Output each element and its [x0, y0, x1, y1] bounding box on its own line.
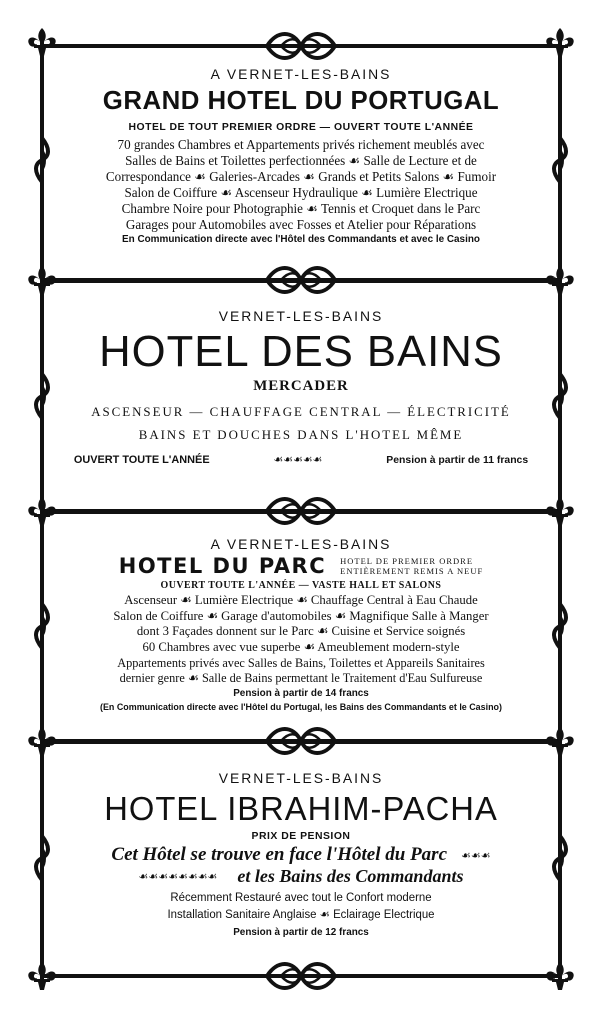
communication-note: (En Communication directe avec l'Hôtel du Portugal, les Bains des Commandants et le Casino) [99, 702, 502, 713]
italic-row-2 [52, 866, 550, 887]
amenity-line: Garages pour Automobiles avec Fosses et Atelier pour Réparations [125, 217, 477, 233]
italic-row-1 [52, 844, 550, 866]
location-note: et les Bains des Commandants [237, 866, 464, 887]
ornament-row: ☙☙☙☙☙☙☙☙ [138, 870, 218, 884]
location-label: A VERNET-LES-BAINS [210, 536, 392, 552]
ornament-row: ☙☙☙☙☙ [273, 453, 323, 467]
title-row [52, 554, 550, 578]
amenity-line: dont 3 Façades donnent sur le Parc ☙ Cuisine et Service soignés [136, 624, 466, 639]
rank-line: ENTIÈREMENT REMIS A NEUF [340, 566, 484, 577]
location-label: A VERNET-LES-BAINS [210, 66, 392, 82]
amenity-line: Salles de Bains et Toilettes perfectionnées ☙ Salle de Lecture et de [125, 152, 477, 168]
ornament-row: ☙☙☙ [461, 848, 491, 862]
amenity-line: Salon de Coiffure ☙ Ascenseur Hydraulique ☙ Lumière Electrique [124, 184, 478, 200]
hotel-title: HOTEL IBRAHIM-PACHA [104, 790, 498, 828]
pension-price: Pension à partir de 11 francs [386, 453, 529, 466]
amenity-line: 70 grandes Chambres et Appartements privés richement meublés avec [117, 136, 485, 152]
amenity-line: Appartements privés avec Salles de Bains, Toilettes et Appareils Sanitaires [117, 655, 485, 670]
hotel-subtitle: OUVERT TOUTE L'ANNÉE — VASTE HALL ET SALONS [160, 580, 442, 592]
open-pension-row [54, 453, 548, 466]
communication-note: En Communication directe avec l'Hôtel des Commandants et avec le Casino [122, 234, 480, 246]
amenity-line: Salon de Coiffure ☙ Garage d'automobiles ☙ Magnifique Salle à Manger [113, 608, 489, 623]
fleur-de-lis-icon [546, 28, 573, 56]
amenity-line: Ascenseur ☙ Lumière Electrique ☙ Chauffage Central à Eau Chaude [124, 593, 478, 608]
divider-1 [40, 268, 562, 292]
amenity-line: ASCENSEUR — CHAUFFAGE CENTRAL — ÉLECTRICITÉ [91, 403, 511, 419]
amenity-line: 60 Chambres avec vue superbe ☙ Ameublement modern-style [142, 640, 460, 655]
fleur-de-lis-icon [546, 497, 573, 525]
fleur-de-lis-icon [28, 28, 55, 56]
amenity-line: Correspondance ☙ Galeries-Arcades ☙ Grands et Petits Salons ☙ Fumoir [105, 168, 497, 184]
hotel-subtitle: PRIX DE PENSION [251, 830, 351, 843]
rank-line: HOTEL DE PREMIER ORDRE [340, 555, 474, 566]
amenity-line: BAINS ET DOUCHES DANS L'HOTEL MÊME [138, 427, 464, 443]
amenity-line: Récemment Restauré avec tout le Confort moderne [170, 892, 432, 905]
location-label: VERNET-LES-BAINS [218, 308, 384, 324]
hotel-title: HOTEL DU PARC [118, 554, 327, 579]
fleur-de-lis-icon [546, 962, 573, 990]
hotel-title: GRAND HOTEL DU PORTUGAL [102, 85, 500, 116]
ad-hotel-ibrahim-pacha [52, 770, 550, 968]
amenity-line: Installation Sanitaire Anglaise ☙ Eclairage Electrique [167, 909, 435, 922]
fleur-de-lis-icon [546, 266, 573, 294]
pension-price: Pension à partir de 14 francs [233, 687, 369, 699]
pension-price: Pension à partir de 12 francs [233, 927, 369, 939]
location-note: Cet Hôtel se trouve en face l'Hôtel du Parc [111, 844, 447, 866]
ad-grand-hotel-du-portugal [52, 66, 550, 271]
top-border [40, 34, 562, 58]
amenity-line: dernier genre ☙ Salle de Bains permettant le Traitement d'Eau Sulfureuse [119, 670, 483, 685]
hotel-title: HOTEL DES BAINS [99, 327, 503, 377]
location-label: VERNET-LES-BAINS [218, 770, 384, 786]
hotel-subtitle: HOTEL DE TOUT PREMIER ORDRE — OUVERT TOUTE L'ANNÉE [128, 120, 474, 133]
ad-hotel-du-parc [52, 536, 550, 734]
open-notice: OUVERT TOUTE L'ANNÉE [73, 453, 210, 466]
fleur-de-lis-icon [546, 727, 573, 755]
hotel-rank [340, 556, 483, 577]
owner-name: MERCADER [253, 378, 349, 395]
amenity-line: Chambre Noire pour Photographie ☙ Tennis et Croquet dans le Parc [121, 200, 481, 216]
ad-hotel-des-bains [52, 308, 550, 503]
